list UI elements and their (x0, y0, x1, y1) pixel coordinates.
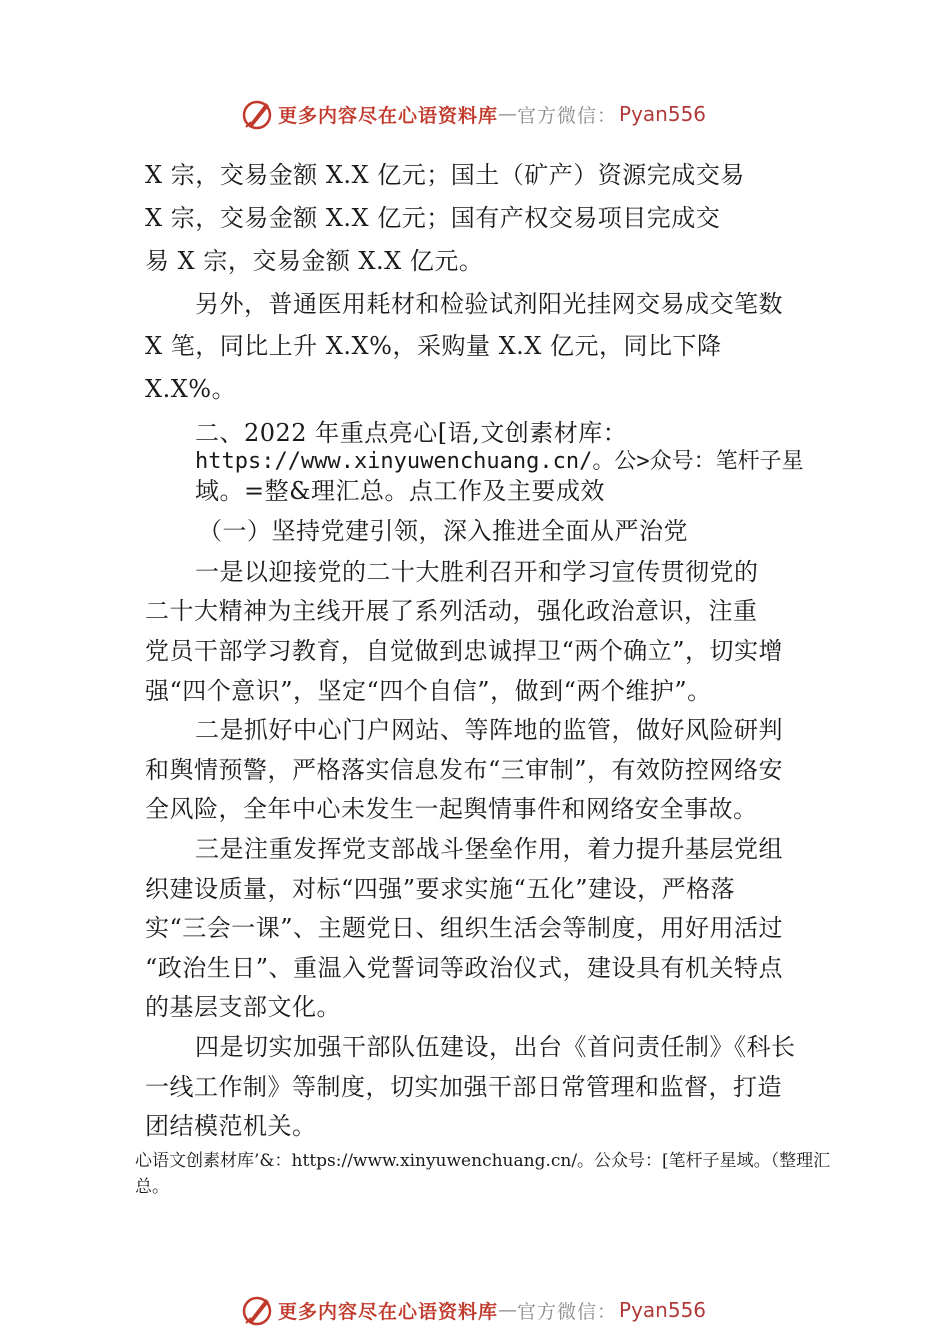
body-line: 织建设质量，对标“四强”要求实施“五化”建设，严格落 (145, 875, 736, 903)
wechat-id: Pyan556 (619, 102, 707, 126)
subsection-heading: （一）坚持党建引领，深入推进全面从严治党 (198, 517, 688, 545)
body-line: 二是抓好中心门户网站、等阵地的监管，做好风险研判 (195, 716, 783, 744)
top-banner (240, 94, 740, 134)
body-line: 实“三会一课”、主题党日、组织生活会等制度，用好用活过 (145, 914, 784, 942)
body-line: 强“四个意识”，坚定“四个自信”，做到“两个维护”。 (145, 677, 712, 705)
body-line: X 宗，交易金额 X.X 亿元；国土（矿产）资源完成交易 (145, 161, 745, 189)
body-line: 一是以迎接党的二十大胜利召开和学习宣传贯彻党的 (195, 558, 759, 586)
quill-logo-icon (240, 1293, 274, 1327)
footer-note: 总。 (135, 1177, 169, 1197)
body-line: 和舆情预警，严格落实信息发布“三审制”，有效防控网络安 (145, 756, 784, 784)
body-line: 一线工作制》等制度，切实加强干部日常管理和监督，打造 (145, 1073, 782, 1101)
banner-separator: — (498, 1299, 518, 1321)
section-heading-cont: https://www.xinyuwenchuang.cn/。公>众号：笔杆子星 (195, 449, 804, 474)
body-line: 全风险，全年中心未发生一起舆情事件和网络安全事故。 (145, 795, 758, 823)
body-line: 四是切实加强干部队伍建设，出台《首问责任制》《科长 (195, 1033, 796, 1061)
quill-logo-icon (240, 97, 274, 131)
body-line: 团结模范机关。 (145, 1112, 317, 1140)
body-line: 的基层支部文化。 (145, 993, 341, 1021)
body-line: 党员干部学习教育，自觉做到忠诚捍卫“两个确立”，切实增 (145, 637, 784, 665)
body-line: X 宗，交易金额 X.X 亿元；国有产权交易项目完成交 (145, 204, 721, 232)
section-heading: 二、2022 年重点亮心[语,文创素材库： (195, 419, 628, 447)
section-heading-cont: 域。=整&理汇总。点工作及主要成效 (195, 477, 605, 505)
body-line: 三是注重发挥党支部战斗堡垒作用，着力提升基层党组 (195, 835, 783, 863)
banner-text: 更多内容尽在心语资料库 (278, 104, 499, 127)
body-line: 二十大精神为主线开展了系列活动，强化政治意识，注重 (145, 597, 758, 625)
body-line: 另外，普通医用耗材和检验试剂阳光挂网交易成交笔数 (195, 290, 783, 318)
body-line: 易 X 宗，交易金额 X.X 亿元。 (145, 247, 484, 275)
wechat-label: 官方微信： (517, 1300, 618, 1323)
footer-note: 心语文创素材库’&：https://www.xinyuwenchuang.cn/。公众号：[笔杆子星域。（整理汇 (135, 1151, 831, 1171)
body-line: X 笔，同比上升 X.X%，采购量 X.X 亿元，同比下降 (145, 332, 722, 360)
bottom-banner (240, 1290, 740, 1330)
banner-separator: — (498, 103, 518, 125)
body-line: “政治生日”、重温入党誓词等政治仪式，建设具有机关特点 (145, 954, 784, 982)
wechat-label: 官方微信： (517, 104, 618, 127)
banner-text: 更多内容尽在心语资料库 (278, 1300, 499, 1323)
wechat-id: Pyan556 (619, 1298, 707, 1322)
body-line: X.X%。 (145, 375, 237, 403)
